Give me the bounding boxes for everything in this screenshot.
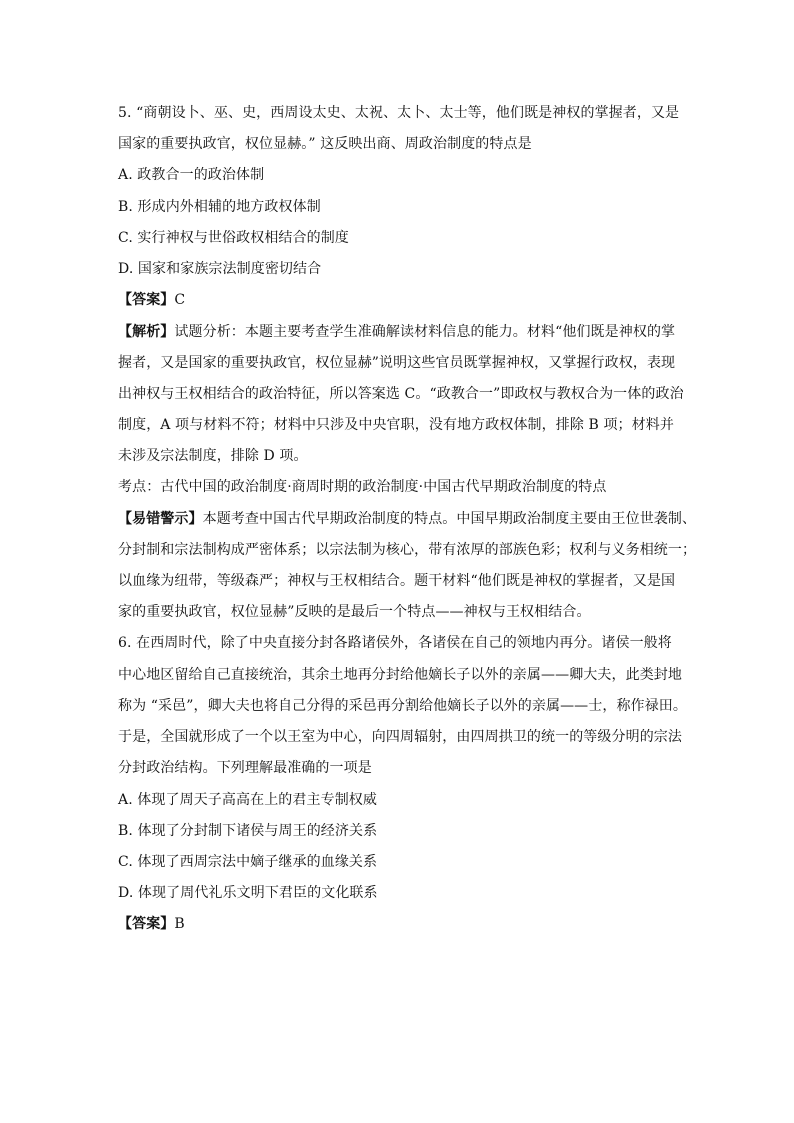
q6-answer — [118, 914, 185, 934]
q5-warning-line-2: 分封制和宗法制构成严密体系；以宗法制为核心，带有浓厚的部族色彩；权利与义务相统一； — [118, 542, 697, 558]
q5-analysis-line-4: 制度，A 项与材料不符；材料中只涉及中央官职，没有地方政权体制，排除 B 项；材料并 — [118, 417, 674, 433]
q6-stem-line-5: 分封政治结构。下列理解最准确的一项是 — [118, 760, 372, 776]
q5-kaodian: 考点：古代中国的政治制度·商周时期的政治制度·中国古代早期政治制度的特点 — [118, 479, 607, 495]
q6-stem-line-3: 称为 “采邑”，卿大夫也将自己分得的采邑再分割给他嫡长子以外的亲属——士，称作禄田。 — [118, 698, 687, 714]
q5-option-b: B. 形成内外相辅的地方政权体制 — [118, 199, 321, 215]
answer-tag: 【答案】 — [118, 916, 175, 932]
answer-value: B — [174, 916, 185, 932]
warning-text: 本题考查中国古代早期政治制度的特点。中国早期政治制度主要由王位世袭制、 — [202, 511, 697, 527]
q5-stem-line-2: 国家的重要执政官，权位显赫。” 这反映出商、周政治制度的特点是 — [118, 136, 532, 152]
analysis-tag: 【解析】 — [118, 324, 175, 340]
q5-analysis-line-2: 握者，又是国家的重要执政官，权位显赫”说明这些官员既掌握神权，又掌握行政权，表现 — [118, 355, 676, 371]
q5-option-d: D. 国家和家族宗法制度密切结合 — [118, 261, 322, 277]
q5-analysis-line-1 — [118, 322, 675, 342]
q5-option-c: C. 实行神权与世俗政权相结合的制度 — [118, 230, 349, 246]
q6-option-c: C. 体现了西周宗法中嫡子继承的血缘关系 — [118, 854, 378, 870]
q6-stem-line-1: 6. 在西周时代，除了中央直接分封各路诸侯外，各诸侯在自己的领地内再分。诸侯一般将 — [118, 635, 672, 651]
q6-stem-line-4: 于是，全国就形成了一个以王室为中心，向四周辐射，由四周拱卫的统一的等级分明的宗法 — [118, 729, 682, 745]
q5-warning-line-4: 家的重要执政官，权位显赫”反映的是最后一个特点——神权与王权相结合。 — [118, 604, 591, 620]
q5-analysis-line-5: 未涉及宗法制度，排除 D 项。 — [118, 448, 308, 464]
q6-option-b: B. 体现了分封制下诸侯与周王的经济关系 — [118, 823, 378, 839]
q5-option-a: A. 政教合一的政治体制 — [118, 167, 265, 183]
q5-warning-line-1 — [118, 509, 696, 529]
q6-stem-line-2: 中心地区留给自己直接统治，其余土地再分封给他嫡长子以外的亲属——卿大夫，此类封地 — [118, 667, 682, 683]
q5-stem-line-1: 5. “商朝设卜、巫、史，西周设太史、太祝、太卜、太士等，他们既是神权的掌握者，又是 — [118, 105, 680, 121]
warning-tag: 【易错警示】 — [118, 511, 203, 527]
q5-warning-line-3: 以血缘为纽带，等级森严；神权与王权相结合。题干材料“他们既是神权的掌握者，又是国 — [118, 573, 676, 589]
answer-tag: 【答案】 — [118, 292, 175, 308]
q5-analysis-line-3: 出神权与王权相结合的政治特征，所以答案选 C。“政教合一”即政权与教权合为一体的政治 — [118, 386, 684, 402]
analysis-text: 试题分析：本题主要考查学生准确解读材料信息的能力。材料“他们既是神权的掌 — [174, 324, 676, 340]
answer-value: C — [174, 292, 186, 308]
q6-option-d: D. 体现了周代礼乐文明下君臣的文化联系 — [118, 885, 378, 901]
q6-option-a: A. 体现了周天子高高在上的君主专制权威 — [118, 792, 378, 808]
q5-answer — [118, 290, 185, 310]
